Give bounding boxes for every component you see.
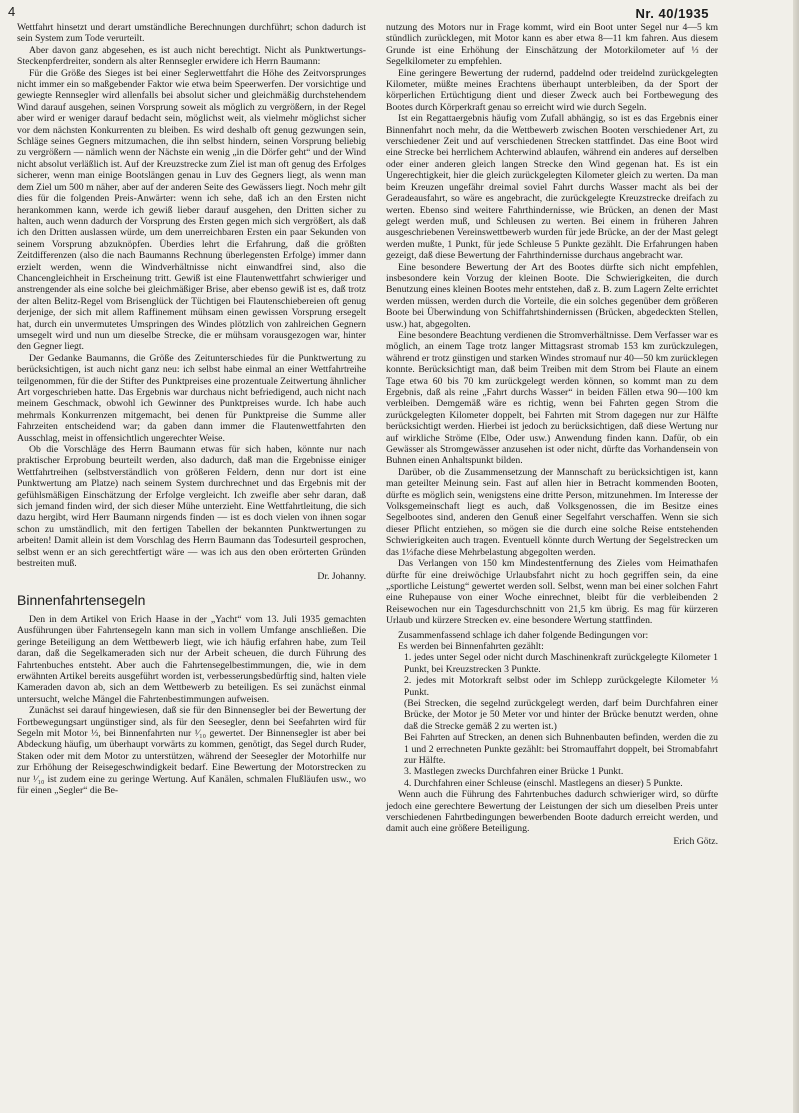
paragraph: Den in dem Artikel von Erich Haase in der „Yacht“ vom 13. Juli 1935 gemachten Ausführungen über Fahrtensegeln kann man sich in vollem Umfange anschließen. Die geringe Beteiligung an dem Wettbewerb liegt, wie ich häufig erfahren habe, zum Teil daran, daß die Segelkameraden sich nur der Arbeit scheuen, die durch Führung des Fahrtenbuches entsteht. Aber auch die Fahrtensegelbestimmungen, die, wie in dem erwähnten Artikel bereits ausgeführt worden ist, verbesserungsbedürftig sind, halten viele Kameraden davon ab, sich an dem Wettbewerb zu beteiligen. Es sei zunächst einmal untersucht, welche Mängel die Fahrtenbestimmungen aufweisen.: [17, 613, 366, 705]
closing-paragraph: Wenn auch die Führung des Fahrtenbuches dadurch schwieriger wird, so dürfte jedoch eine gerechtere Bewertung der Leistungen der sich um dieselben Preis unter verschiedenen Fahrtbedingungen bewerbenden Boote dadurch erreicht werden, und damit auch eine größere Beteiligung.: [386, 789, 718, 835]
paragraph: Zunächst sei darauf hingewiesen, daß sie für den Binnensegler bei der Bewertung der Fortbewegungsart ungünstiger sind, als für den Seesegler, denn bei Seefahrten wird für Segeln mit Motor ⅓, bei Binnenfahrten nur ¹⁄₁₀ gewertet. Der Binnensegler ist aber bei Abdeckung häufig, um überhaupt vorwärts zu kommen, genötigt, das Segel durch Ruder, Staken oder mit dem Motor zu unterstützen, während der Seesegler der Motorhilfe nur zur Erhöhung der Reisegeschwindigkeit bedarf. Eine Bewertung der Motorstrecken zu nur ¹⁄₁₀ ist zudem eine zu geringe Wertung. Auf Kanälen, schmalen Flußläufen usw., wo für einen „Segler“ die Be-: [17, 705, 366, 796]
condition-item: 1. jedes unter Segel oder nicht durch Maschinenkraft zurückgelegte Kilometer 1 Punkt, bei Kreuzstrecken 3 Punkte.: [404, 652, 718, 675]
paragraph: Darüber, ob die Zusammensetzung der Mannschaft zu berücksichtigen ist, kann man geteilter Meinung sein. Fast auf allen hier in Betracht kommenden Booten, dürfte es möglich sein, wenigstens eine dritte Person, mitzunehmen. Im Interesse der Volksgemeinschaft liegt es auch, daß Volksgenossen, die im Besitze eines Segelbootes sind, anderen den Genuß einer Segelfahrt verschaffen. Wenn sie sich dieser Pflicht entziehen, so mögen sie die durch eine solche Reise entstehenden Schwierigkeiten auch tragen. Eventuell könnte durch Wertung der Segelstrecken um das 1⅓fache diese Mehrbelastung abgegolten werden.: [386, 466, 718, 558]
paragraph: Eine besondere Bewertung der Art des Bootes dürfte sich nicht empfehlen, insbesondere kein Vorzug der kleinen Boote. Die Schwierigkeiten, die durch Benutzung eines kleinen Bootes mehr entstehen, daß z. B. zum Lagern Zelte errichtet werden müssen, werden durch die Vorteile, die ein solches gegenüber dem größeren Boote bei Überwindung von Schiffahrtshindernissen (Brücken, abgedeckten Stellen, usw.) hat, abgegolten.: [386, 261, 718, 330]
section-title: Binnenfahrtensegeln: [17, 591, 146, 608]
condition-item: Bei Fahrten auf Strecken, an denen sich Buhnenbauten befinden, werden die zu 1 und 2 errechneten Punkte gezählt: bei Stromauffahrt doppelt, bei Stromabfahrt zur Hälfte.: [404, 732, 718, 766]
paragraph: Das Verlangen von 150 km Mindestentfernung des Zieles vom Heimathafen dürfte für eine dreiwöchige Urlaubsfahrt nicht zu hoch gegriffen sein, da eine „sportliche Leistung“ gewertet werden soll. Selbst, wenn man bei einer solchen Fahrt eine Ruhepause von einer Woche einrechnet, bleibt für die verbleibenden 2 Reisewochen nur ein Tagesdurchschnitt von 21,5 km übrig. Es mag für kürzeren Urlaub und kürzere Strecken ev. eine besondere Wertung stattfinden.: [386, 558, 718, 627]
page-edge: [793, 0, 799, 1113]
condition-note: (Bei Strecken, die segelnd zurückgelegt werden, darf beim Durchfahren einer Brücke, der Motor je 50 Meter vor und hinter der Brücke benutzt werden, ohne daß die Strecke gemäß 2 zu werten ist.): [404, 697, 718, 732]
left-column: [17, 22, 366, 796]
condition-item: 2. jedes mit Motorkraft selbst oder im Schlepp zurückgelegte Kilometer ⅓ Punkt.: [404, 675, 718, 698]
paragraph: nutzung des Motors nur in Frage kommt, wird ein Boot unter Segel nur 4—5 km stündlich zurücklegen, mit Motor kann es aber etwa 8—11 km fahren. Aus diesem Grunde ist eine Erhöhung der Einschätzung der Motorkilometer auf ⅓ der Segelkilometer zu empfehlen.: [386, 22, 718, 68]
summary-lead: Es werden bei Binnenfahrten gezählt:: [398, 640, 544, 652]
signature-johanny: Dr. Johanny.: [317, 570, 366, 582]
issue-number: Nr. 40/1935: [635, 6, 709, 21]
condition-item: 3. Mastlegen zwecks Durchfahren einer Brücke 1 Punkt.: [404, 766, 624, 778]
paragraph: Der Gedanke Baumanns, die Größe des Zeitunterschiedes für die Punktwertung zu berücksichtigen, ist auch nicht ganz neu: ich selbst habe einmal an einer Wettfahrtreihe teilgenommen, für die der Stifter des Punktpreises eine prozentuale Zeitwertung ähnlicher Art vorgeschrieben hatte. Das Ergebnis war durchaus nicht befriedigend, auch nicht nach meinem Geschmack, obwohl ich Gewinner des Punktpreises wurde. Ich habe auch mehrmals Konkurrenzen mitgemacht, bei denen für Punktpreise die Summe aller Fahrzeiten entscheidend war; da gaben dann immer die Flautenwettfahrten den Ausschlag, meist in offensichtlich ungerechter Weise.: [17, 352, 366, 444]
signature-goetz: Erich Götz.: [673, 835, 718, 847]
paragraph: Eine geringere Bewertung der rudernd, paddelnd oder treidelnd zurückgelegten Kilometer, müßte meines Erachtens überhaupt unterbleiben, da der Sport der körperlichen Ertüchtigung dient und dieser Zweck auch bei Fortbewegung des Bootes durch Körperkraft genau so erreicht wird wie durch Segeln.: [386, 67, 718, 113]
paragraph: Ob die Vorschläge des Herrn Baumann etwas für sich haben, könnte nur nach praktischer Erprobung beurteilt werden, also dadurch, daß man die Ergebnisse einiger Wettfahrtreihen (selbstverständlich von größeren Feldern, denn nur dort ist eine Punktwertung am Platze) nach seinem System durchrechnet und das Ergebnis mit der gefühlsmäßigen Einschätzung der Erfolge vergleicht. Ich zweifle aber sehr daran, daß sich jemand finden wird, der sich dieser Mühe unterzieht. Eine Wettfahrtleitung, die sich dazu hergibt, wird Herr Baumann nirgends finden — ist es doch vielen von ihnen sogar schon zu umständlich, mit den fertigen Tabellen der bekannten Punktwertungen zu arbeiten! Damit allein ist dem Vorschlag des Herrn Baumann das Todesurteil gesprochen, selbst wenn er an sich gerechtfertigt wäre — was ich aus den oben erörterten Gründen bestreiten muß.: [17, 444, 366, 570]
paragraph: Eine besondere Beachtung verdienen die Stromverhältnisse. Dem Verfasser war es möglich, an einem Tage trotz langer Mittagsrast stromab 153 km zurückzulegen, während er trotz günstigen und starken Windes stromauf nur 40—50 km zurücklegen konnte. Berücksichtigt man, daß beim Treiben mit dem Strom bei Flaute an einem Tage etwa 60 bis 70 km zurückgelegt werden können, so kommt man zu dem Ergebnis, daß als reine „Fahrt durchs Wasser“ in beiden Fällen etwa 90—100 km verbleiben. Demgemäß wäre es richtig, wenn bei Fahrten gegen Strom die zurückgelegten Kilometer doppelt, bei Fahrten mit Strom dagegen nur zur Hälfte berücksichtigt werden. Hierbei ist jedoch zu berücksichtigen, daß diese Wertung nur auf wirkliche Ströme (Elbe, Oder usw.) Anwendung finden kann. Dafür, ob ein Gewässer als Stromgewässer anzusehen ist oder nicht, dürfte das Vorhandensein von Buhnen einen Anhaltspunkt bilden.: [386, 329, 718, 467]
right-column: [386, 22, 718, 847]
paragraph: Aber davon ganz abgesehen, es ist auch nicht berechtigt. Nicht als Punktwertungs-Steckenpferdreiter, sondern als alter Rennsegler erwidere ich Herrn Baumann:: [17, 44, 366, 68]
condition-item: 4. Durchfahren einer Schleuse (einschl. Mastlegens an dieser) 5 Punkte.: [404, 777, 683, 789]
paragraph: Für die Größe des Sieges ist bei einer Seglerwettfahrt die Höhe des Zeitvorsprunges nicht immer ein so maßgebender Faktor wie etwa beim Speerwerfen. Der vorsichtige und gewiegte Rennsegler wird allenfalls bei absolut sicher und gleichmäßig durchstehendem Wind darauf ausgehen, seinen Vorsprung soweit als möglich zu vergrößern, in der Regel aber wird er weniger darauf bedacht sein, möglichst weit, als vielmehr möglichst sicher vor dem nächsten Konkurrenten zu bleiben. Es wird deshalb oft genug gezwungen sein, Schläge seines Gegners mitzumachen, die ihn selbst hindern, seinen Vorsprung beliebig zu vergrößern — nämlich wenn der Nächste ein wenig „in die Dörfer geht“ und der Wind nicht absolut verläßlich ist. Auf der Kreuzstrecke zum Ziel ist man oft genug des Erfolges sicherer, wenn man einige Bootslängen genau in Luv des Gegners liegt, als wenn man dem Ziel um 500 m näher, aber auf der anderen Seite des Gewässers liegt. Noch mehr gilt dies für die folgenden Preis-Anwärter: wenn ich sehe, daß ich an den Ersten nicht herankommen kann, werde ich gewiß lieber darauf ausgehen, den Dritten sicher zu halten, auch wenn dadurch der Vorsprung des Ersten gegen mich sich vergrößert, als daß ich den Dritten auslassen würde, um dem unerreichbaren Ersten ein paar Sekunden von seinem Vorsprung abzuknöpfen. Überdies lehrt die Erfahrung, daß die größten Zeitdifferenzen (also die nach Baumanns Rechnung überlegensten Erfolge) immer dann erzielt werden, wenn die Windverhältnisse nicht einwandfrei sind, also die Chancengleichheit in Erscheinung tritt. Gewiß ist eine Flautenwettfahrt schwieriger und anstrengender als eine solche bei gleichmäßiger Brise, aber ebenso gewiß ist es, daß trotz der alten Belitz-Regel vom Brisenglück der Tüchtigen bei Flautenschiebereien oft genug derjenige, der sich mit allem Raffinement mühsam einen gewissen Vorsprung ersegelt hat, durch ein unvermutetes Umspringen des Windes plötzlich von zahlreichen Gegnern umsegelt wird und nun um dieselbe Strecke, die er mühsam vorausgezogen war, hinter den Gegner liegt.: [17, 67, 366, 353]
paragraph: Wettfahrt hinsetzt und derart umständliche Berechnungen durchführt; schon dadurch ist sein System zum Tode verurteilt.: [17, 22, 366, 45]
summary-intro: Zusammenfassend schlage ich daher folgende Bedingungen vor:: [398, 629, 649, 641]
page-number: 4: [8, 4, 16, 19]
paragraph: Ist ein Regattaergebnis häufig vom Zufall abhängig, so ist es das Ergebnis einer Binnenfahrt noch mehr, da die Wettbewerb zwischen Booten verschiedener Art, zu verschiedener Zeit und auf verschiedenen Strecken stattfindet. Das eine Boot wird eine Strecke bei herrlichem Achterwind ablaufen, während ein anderes auf derselben oder einer anderen gleich langen Strecke den Wind gegenan hat. Es ist ein Ungerechtigkeit, hier die gleich zurückgelegten Kilometer gleich zu werten. Da man beim Kreuzen ungefähr dreimal soviel Fahrt durchs Wasser macht als bei der Geradeausfahrt, so wäre es angebracht, die zurückgelegte Kreuzstrecke dreifach zu werten. Ebenso sind weitere Fahrthindernisse, wie Brücken, an denen der Mast gelegt werden muß, und Schleusen zu werten. Bei einem in früheren Jahren ausgeschriebenen Vereinswettbewerb wurden für jede Brücke, an der der Mast gelegt werden mußte, 1 Punkt, für jede Schleuse 5 Punkte gezählt. Die Erfahrungen haben gezeigt, daß diese Bewertung der Fahrthindernisse durchaus angebracht war.: [386, 113, 718, 262]
